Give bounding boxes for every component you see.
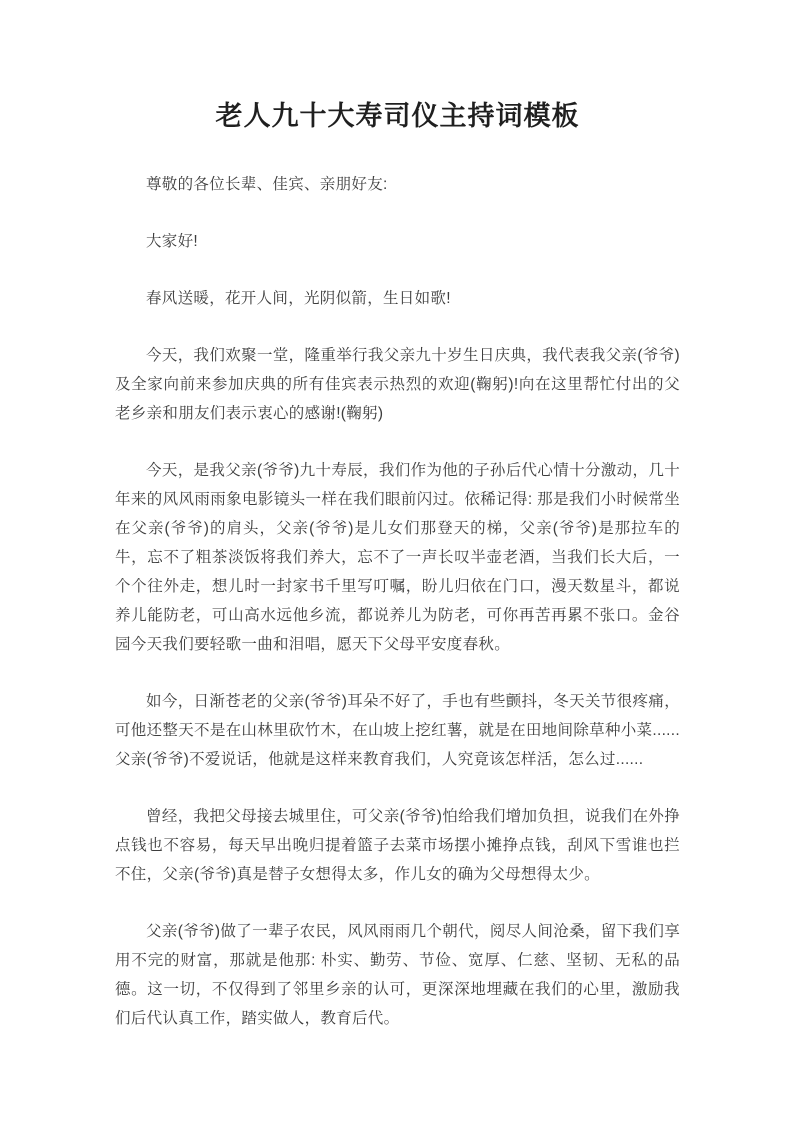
paragraph-opening-verse: 春风送暖，花开人间，光阴似箭，生日如歌!: [146, 290, 451, 307]
paragraph-hello: 大家好!: [146, 233, 199, 250]
paragraph-welcome: 今天，我们欢聚一堂，隆重举行我父亲九十岁生日庆典，我代表我父亲(爷爷)及全家向前来参加庆典的所有佳宾表示热烈的欢迎(鞠躬)!向在这里帮忙付出的父老乡亲和朋友们表示衷心的感谢!(鞠躬): [115, 347, 680, 422]
paragraph-present-day: 如今，日渐苍老的父亲(爷爷)耳朵不好了，手也有些颤抖，冬天关节很疼痛，可他还整天不是在山林里砍竹木，在山坡上挖红薯，就是在田地间除草种小菜......父亲(爷爷)不爱说话，他就是这样来教育我们，人究竟该怎样活，怎么过......: [115, 693, 680, 768]
paragraph-greeting: 尊敬的各位长辈、佳宾、亲朋好友:: [146, 176, 388, 193]
paragraph-virtues: 父亲(爷爷)做了一辈子农民，风风雨雨几个朝代，阅尽人间沧桑，留下我们享用不完的财富，那就是他那: 朴实、勤劳、节俭、宽厚、仁慈、坚韧、无私的品德。这一切，不仅得到了邻里乡亲的认可，更深深地埋藏在我们的心里，激励我们后代认真工作，踏实做人，教育后代。: [115, 923, 680, 1027]
paragraph-city-life: 曾经，我把父母接去城里住，可父亲(爷爷)怕给我们增加负担，说我们在外挣点钱也不容易，每天早出晚归提着篮子去菜市场摆小摊挣点钱，刮风下雪谁也拦不住，父亲(爷爷)真是替子女想得太多，作儿女的确为父母想得太少。: [115, 808, 680, 883]
page-title: 老人九十大寿司仪主持词模板: [215, 101, 580, 131]
document-body: [115, 170, 680, 1033]
paragraph-memories: 今天，是我父亲(爷爷)九十寿辰，我们作为他的子孙后代心情十分激动，几十年来的风风雨雨象电影镜头一样在我们眼前闪过。依稀记得: 那是我们小时候常坐在父亲(爷爷)的肩头，父亲(爷爷)是儿女们那登天的梯，父亲(爷爷)是那拉车的牛，忘不了粗茶淡饭将我们养大，忘不了一声长叹半壶老酒，当我们长大后，一个个往外走，想儿时一封家书千里写叮嘱，盼儿归依在门口，漫天数星斗，都说养儿能防老，可山高水远他乡流，都说养儿为防老，可你再苦再累不张口。金谷园今天我们要轻歌一曲和泪唱，愿天下父母平安度春秋。: [115, 462, 680, 653]
